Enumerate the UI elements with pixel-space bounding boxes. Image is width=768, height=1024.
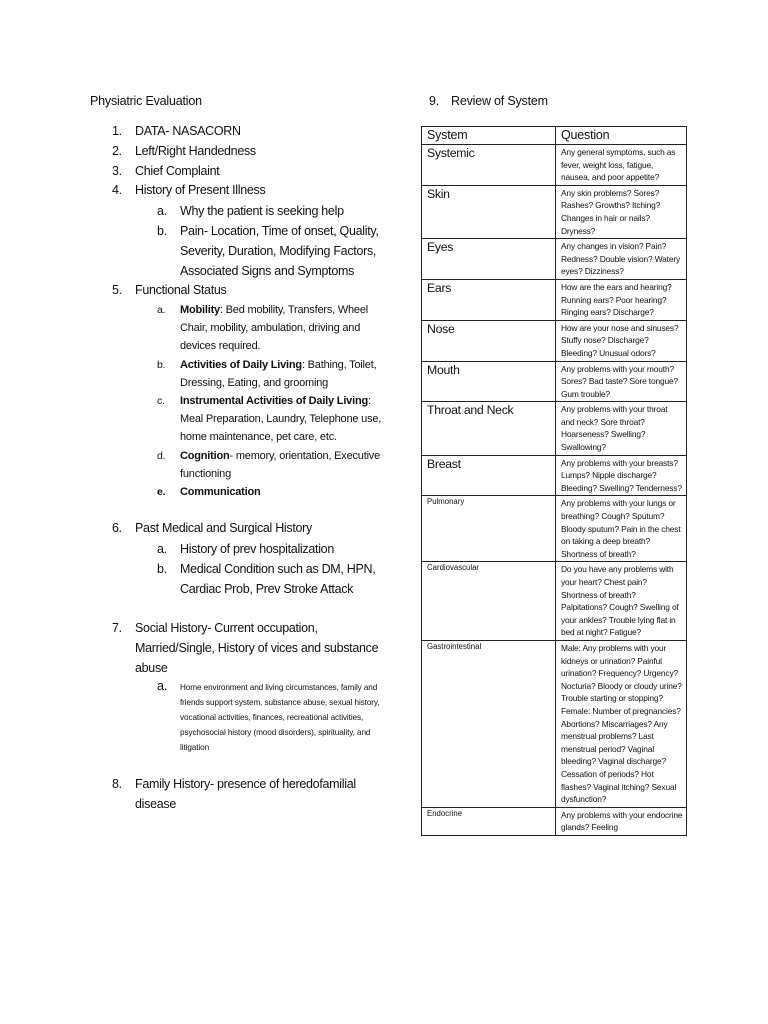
- sub-item-text: Pain- Location, Time of onset, Quality, Severity, Duration, Modifying Factors, Associated Signs and Symptoms: [180, 224, 379, 279]
- list-item: [90, 122, 390, 142]
- question-cell: Any problems with your breasts? Lumps? Nipple discharge? Bleeding? Swelling? Tenderness?: [556, 455, 687, 496]
- sub-list-item: [135, 392, 390, 447]
- system-cell: Mouth: [422, 361, 556, 402]
- item-number: 5.: [112, 283, 122, 298]
- question-cell: How are your nose and sinuses? Stuffy nose? Discharge? Bleeding? Unusual odors?: [556, 320, 687, 361]
- table-row: [422, 562, 687, 641]
- question-cell: Do you have any problems with your heart? Chest pain? Shortness of breath? Palpitations? Cough? Swelling of your ankles? Trouble lying flat in bed at night? Fatigue?: [556, 562, 687, 641]
- sub-item-letter: e.: [157, 486, 166, 499]
- question-cell: Any problems with your mouth? Sores? Bad taste? Sore tongue? Gum trouble?: [556, 361, 687, 402]
- sub-item-term: Communication: [180, 486, 261, 499]
- item-text: Functional Status: [135, 283, 227, 298]
- question-cell: Any problems with your endocrine glands? Feeling: [556, 807, 687, 835]
- sub-list-item: [135, 559, 390, 599]
- review-of-system-section: [421, 94, 687, 833]
- system-cell: Ears: [422, 279, 556, 320]
- sub-item-letter: d.: [157, 449, 166, 462]
- table-row: [422, 807, 687, 835]
- question-cell: Any skin problems? Sores? Rashes? Growths? Itching? Changes in hair or nails? Dryness?: [556, 185, 687, 238]
- section-title: Review of System: [451, 94, 548, 108]
- table-row: [422, 361, 687, 402]
- sub-item-letter: c.: [157, 395, 165, 407]
- sub-item-letter: b.: [157, 224, 167, 239]
- sub-item-letter: a.: [157, 679, 168, 694]
- list-item: [90, 281, 390, 501]
- sub-item-text: : Bathing, Toilet, Dressing, Eating, and grooming: [180, 358, 377, 389]
- table-row: [422, 496, 687, 562]
- list-item: [90, 142, 390, 162]
- sub-list: [135, 201, 390, 281]
- sub-item-term: Activities of Daily Living: [180, 358, 302, 371]
- item-number: 3.: [112, 163, 122, 178]
- sub-list-item: [135, 201, 390, 221]
- item-text: Left/Right Handedness: [135, 143, 256, 158]
- question-cell: Any changes in vision? Pain? Redness? Double vision? Watery eyes? Dizziness?: [556, 239, 687, 280]
- sub-item-letter: a.: [157, 542, 167, 557]
- review-of-system-table: [421, 126, 687, 836]
- table-row: [422, 185, 687, 238]
- item-text: DATA- NASACORN: [135, 124, 241, 138]
- question-cell: Any problems with your lungs or breathing? Cough? Sputum? Bloody sputum? Pain in the chest on taking a deep breath? Shortness of breath?: [556, 496, 687, 562]
- table-row: [422, 402, 687, 455]
- section-number: 9.: [429, 94, 440, 108]
- table-row: [422, 320, 687, 361]
- system-cell: Pulmonary: [422, 496, 556, 562]
- item-number: 4.: [112, 183, 122, 198]
- item-number: 1.: [112, 124, 122, 138]
- item-number: 6.: [112, 521, 122, 536]
- system-cell: Systemic: [422, 145, 556, 186]
- sub-item-letter: a.: [157, 303, 166, 316]
- item-text: Family History- presence of heredofamilial disease: [135, 777, 356, 812]
- sub-list-item: [135, 356, 390, 392]
- sub-item-letter: b.: [157, 358, 166, 371]
- question-cell: How are the ears and hearing? Running ears? Poor hearing? Ringing ears? Discharge?: [556, 279, 687, 320]
- system-cell: Nose: [422, 320, 556, 361]
- sub-item-text: Home environment and living circumstances, family and friends support system, substance abuse, sexual history, vocational activities, finances, recreational activities, psychosocial history (mood disorders), spirituality, and litigation: [180, 683, 380, 753]
- list-item: [90, 619, 390, 755]
- item-number: 8.: [112, 777, 122, 792]
- system-cell: Endocrine: [422, 807, 556, 835]
- system-cell: Gastrointestinal: [422, 640, 556, 807]
- list-item: [90, 519, 390, 599]
- evaluation-list: [90, 122, 390, 815]
- sub-item-text: : Bed mobility, Transfers, Wheel Chair, mobility, ambulation, driving and devices required.: [180, 303, 369, 353]
- item-text: Social History- Current occupation, Married/Single, History of vices and substance abuse: [135, 621, 379, 675]
- question-cell: Any problems with your throat and neck? Sore throat? Hoarseness? Swelling? Swallowing?: [556, 402, 687, 455]
- sub-item-text: History of prev hospitalization: [180, 542, 334, 557]
- document-title: Physiatric Evaluation: [90, 94, 202, 108]
- sub-item-letter: b.: [157, 562, 167, 577]
- system-cell: Skin: [422, 185, 556, 238]
- system-cell: Eyes: [422, 239, 556, 280]
- sub-list: [135, 301, 390, 501]
- sub-list-item: [135, 483, 390, 501]
- table-row: [422, 145, 687, 186]
- item-number: 2.: [112, 143, 122, 158]
- table-row: [422, 455, 687, 496]
- sub-item-term: Mobility: [180, 303, 220, 316]
- item-number: 7.: [112, 621, 122, 636]
- list-item: [90, 181, 390, 281]
- item-text: History of Present Illness: [135, 183, 266, 198]
- sub-item-text: : Meal Preparation, Laundry, Telephone use, home maintenance, pet care, etc.: [180, 395, 382, 444]
- sub-item-text: Medical Condition such as DM, HPN, Cardiac Prob, Prev Stroke Attack: [180, 562, 376, 597]
- sub-list-item: [135, 221, 390, 281]
- sub-item-letter: a.: [157, 204, 167, 219]
- section-heading: [429, 94, 687, 108]
- column-header-question: Question: [556, 127, 687, 145]
- table-row: [422, 640, 687, 807]
- system-cell: Cardiovascular: [422, 562, 556, 641]
- table-row: [422, 279, 687, 320]
- sub-list-item: [135, 447, 390, 483]
- item-text: Chief Complaint: [135, 163, 220, 178]
- question-cell: Male: Any problems with your kidneys or urination? Painful urination? Frequency? Urgency? Nocturia? Bloody or cloudy urine? Trouble starting or stopping? Female: Number of pregnancies? Abortions? Miscarriages? Any menstrual problems? Last menstrual period? Vaginal bleeding? Vaginal discharge? Cessation of periods? Hot flashes? Vaginal itching? Sexual dysfunction?: [556, 640, 687, 807]
- sub-item-term: Instrumental Activities of Daily Living: [180, 395, 368, 407]
- system-cell: Breast: [422, 455, 556, 496]
- sub-list: [135, 539, 390, 599]
- sub-list-item: [135, 301, 390, 356]
- sub-item-text: Why the patient is seeking help: [180, 204, 344, 219]
- column-header-system: System: [422, 127, 556, 145]
- question-cell: Any general symptoms, such as fever, weight loss, fatigue, nausea, and poor appetite?: [556, 145, 687, 186]
- table-header-row: [422, 127, 687, 145]
- sub-list-item: [135, 678, 390, 755]
- table-row: [422, 239, 687, 280]
- system-cell: Throat and Neck: [422, 402, 556, 455]
- sub-list-item: [135, 539, 390, 559]
- evaluation-outline: [90, 94, 390, 815]
- sub-list: [135, 678, 390, 755]
- list-item: [90, 162, 390, 182]
- item-text: Past Medical and Surgical History: [135, 521, 312, 536]
- list-item: [90, 775, 390, 815]
- sub-item-term: Cognition: [180, 449, 230, 462]
- sub-item-text: - memory, orientation, Executive functioning: [180, 449, 381, 480]
